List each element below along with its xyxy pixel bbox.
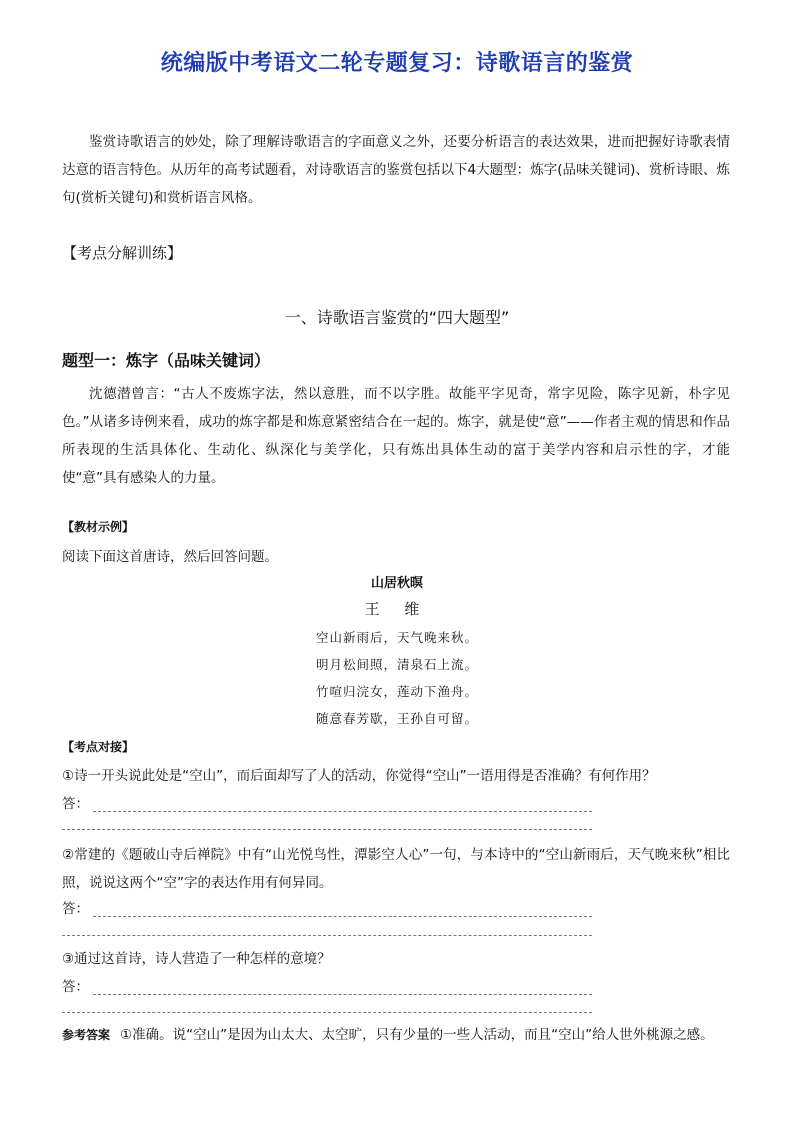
answer-prefix: 答： [62,979,89,995]
type1-heading: 题型一：炼字（品味关键词） [62,351,271,370]
answer-row-1[interactable] [62,792,592,812]
example-instruction: 阅读下面这首唐诗，然后回答问题。 [62,549,278,565]
poem-title: 山居秋暝 [370,576,423,591]
question-1: ①诗一开头说此处是“空山”，而后面却写了人的活动，你觉得“空山”一语用得是否准确？有何作用？ [62,768,656,784]
answer-line[interactable] [62,1012,592,1013]
training-heading: 【考点分解训练】 [62,244,183,262]
answer-prefix: 答： [62,796,89,812]
reference-answer [62,1021,730,1049]
answer-blank[interactable] [93,904,592,917]
section-heading: 一、诗歌语言鉴赏的“四大题型” [284,308,510,327]
example-label: 【教材示例】 [62,520,135,534]
answer-line[interactable] [62,829,592,830]
reference-text: ①准确。说“空山”是因为山太大、太空旷，只有少量的一些人活动，而且“空山”给人世外桃源之感。 [120,1027,714,1043]
answer-prefix: 答： [62,901,89,917]
poem-line: 随意春芳歇，王孙自可留。 [315,711,478,726]
answer-row-3[interactable] [62,975,592,995]
answer-line[interactable] [62,935,592,936]
intro-paragraph: 鉴赏诗歌语言的妙处，除了理解诗歌语言的字面意义之外，还要分析语言的表达效果，进而把握好诗歌表情达意的语言特色。从历年的高考试题看，对诗歌语言的鉴赏包括以下4大题型：炼字(品味关键词)、赏析诗眼、炼句(赏析关键句)和赏析语言风格。 [62,134,730,206]
answer-blank[interactable] [93,799,592,812]
answer-row-2[interactable] [62,897,592,917]
poem-line: 空山新雨后，天气晚来秋。 [315,630,478,645]
poem-line: 竹喧归浣女，莲动下渔舟。 [315,684,478,699]
answer-blank[interactable] [93,982,592,995]
poem-author: 王 维 [364,600,430,618]
poem-line: 明月松间照，清泉石上流。 [315,657,478,672]
question-2: ②常建的《题破山寺后禅院》中有“山光悦鸟性，潭影空人心”一句，与本诗中的“空山新雨后，天气晚来秋”相比照，说说这两个“空”字的表达作用有何异同。 [62,847,730,891]
page-title: 统编版中考语文二轮专题复习：诗歌语言的鉴赏 [160,51,634,76]
question-3: ③通过这首诗，诗人营造了一种怎样的意境？ [62,951,331,967]
match-label: 【考点对接】 [62,740,135,754]
reference-label: 参考答案 [62,1028,111,1042]
type1-body: 沈德潜曾言：“古人不废炼字法，然以意胜，而不以字胜。故能平字见奇，常字见险，陈字见新，朴字见色。”从诸多诗例来看，成功的炼字都是和炼意紧密结合在一起的。炼字，就是使“意”——作者主观的情思和作品所表现的生活具体化、生动化、纵深化与美学化，只有炼出具体生动的富于美学内容和启示性的字，才能使“意”具有感染人的力量。 [62,386,730,486]
